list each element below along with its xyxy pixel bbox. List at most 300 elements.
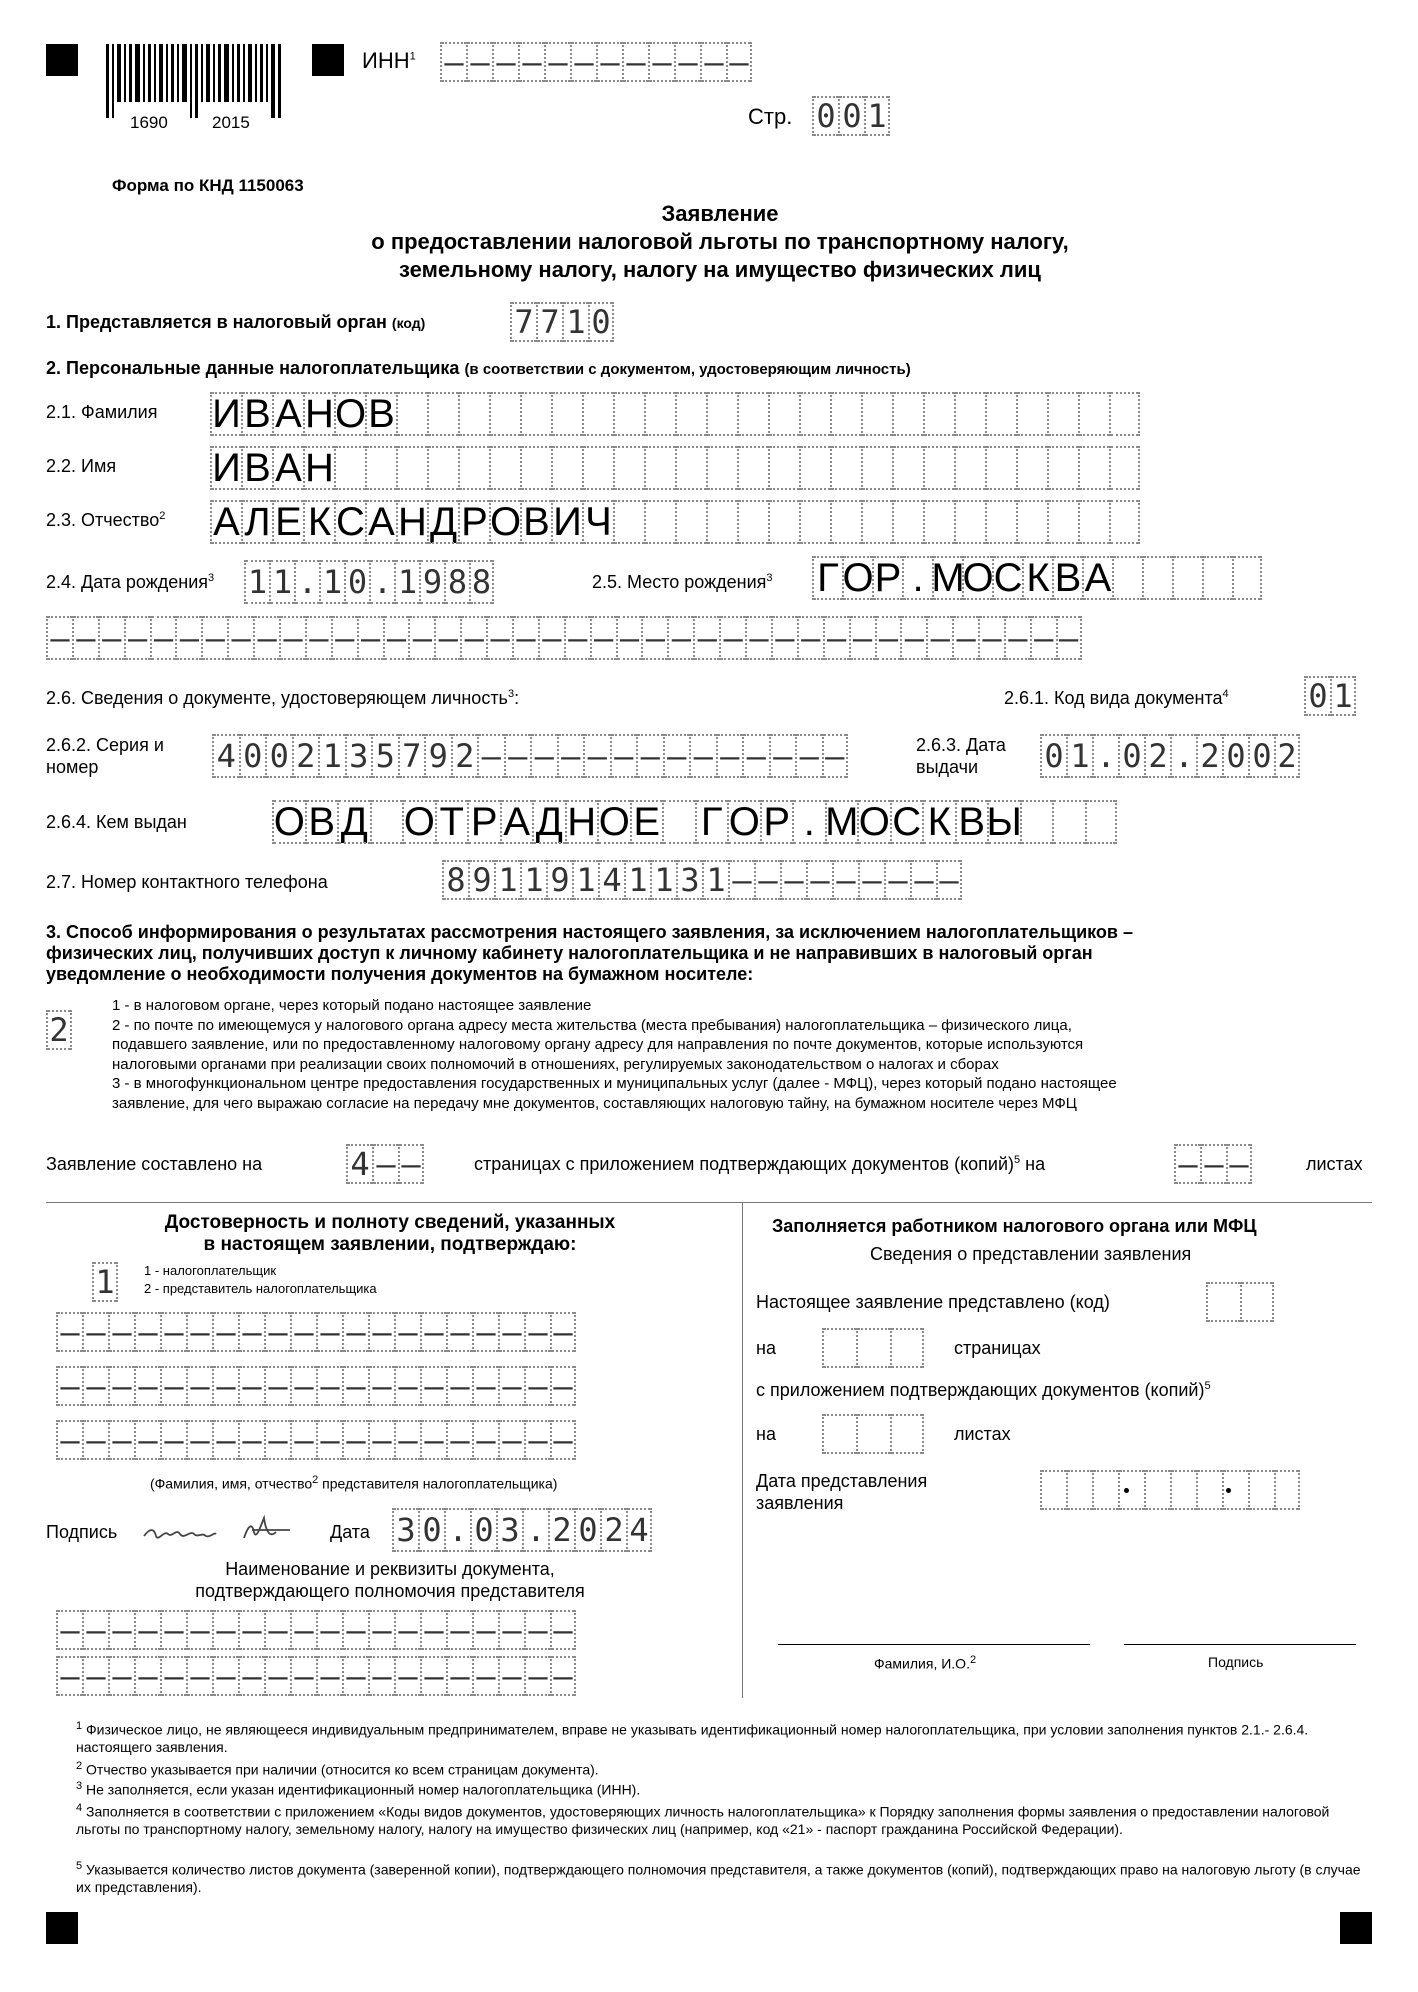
char-cell: 7: [398, 734, 425, 778]
signature-line: [1124, 1644, 1356, 1645]
char-cell: .: [444, 1508, 470, 1552]
sheets-count-field[interactable]: [1174, 1144, 1252, 1184]
char-cell: К: [303, 500, 334, 544]
char-cell: [737, 500, 768, 544]
tax-office-label: 1. Представляется в налоговый орган (код): [46, 312, 426, 332]
char-cell: –: [160, 1312, 186, 1352]
signer-type-field[interactable]: [92, 1262, 118, 1302]
barcode-icon: [104, 44, 284, 118]
char-cell: –: [504, 734, 531, 778]
fio-line: [778, 1644, 1090, 1645]
char-cell: –: [264, 1420, 290, 1460]
char-cell: –: [98, 616, 124, 660]
char-cell: –: [186, 1420, 212, 1460]
char-cell: –: [472, 1656, 498, 1696]
char-cell: [706, 392, 737, 436]
char-cell: [768, 446, 799, 490]
official-section-subtitle: Сведения о представлении заявления: [870, 1244, 1192, 1264]
char-cell: [520, 392, 551, 436]
char-cell: О: [598, 799, 630, 844]
series-number-field[interactable]: [212, 734, 848, 778]
char-cell: [1052, 800, 1085, 844]
char-cell: [923, 392, 954, 436]
char-cell: –: [238, 1420, 264, 1460]
char-cell: [520, 446, 551, 490]
char-cell: –: [806, 860, 832, 900]
char-cell: –: [124, 616, 150, 660]
char-cell: –: [238, 1656, 264, 1696]
inn-field[interactable]: [440, 42, 752, 82]
char-cell: С: [890, 800, 923, 844]
on-label-2: на: [756, 1424, 776, 1444]
char-cell: [427, 446, 458, 490]
char-cell: –: [212, 1656, 238, 1696]
char-cell: Е: [630, 800, 663, 844]
char-cell: [458, 392, 489, 436]
char-cell: –: [486, 616, 512, 660]
char-cell: [396, 446, 427, 490]
char-cell: –: [279, 616, 305, 660]
char-cell: [985, 446, 1016, 490]
char-cell: 0: [239, 734, 266, 778]
char-cell: К: [922, 800, 955, 844]
char-cell: –: [201, 616, 227, 660]
char-cell: [892, 500, 923, 544]
char-cell: –: [446, 1312, 472, 1352]
char-cell: –: [342, 1312, 368, 1352]
char-cell: –: [900, 616, 926, 660]
char-cell: –: [538, 616, 564, 660]
char-cell: –: [253, 616, 279, 660]
char-cell: –: [56, 1312, 82, 1352]
char-cell: –: [492, 42, 518, 82]
barcode-number-left: 1690: [130, 113, 168, 132]
char-cell: 0: [574, 1508, 600, 1552]
char-cell: –: [822, 734, 849, 778]
birthplace-field-line2[interactable]: [46, 616, 1082, 660]
char-cell: 0: [1118, 734, 1144, 778]
char-cell: –: [342, 1420, 368, 1460]
char-cell: О: [334, 391, 367, 436]
char-cell: –: [368, 1420, 394, 1460]
char-cell: –: [780, 860, 806, 900]
char-cell: [458, 446, 489, 490]
char-cell: А: [210, 500, 241, 544]
char-cell: 1: [702, 860, 728, 900]
char-cell: –: [1174, 1144, 1200, 1184]
char-cell: –: [524, 1656, 550, 1696]
char-cell: 1: [1066, 734, 1092, 778]
char-cell: –: [550, 1610, 576, 1650]
char-cell: Ч: [582, 500, 613, 544]
char-cell: Н: [396, 500, 427, 544]
char-cell: [861, 446, 892, 490]
signature-date-field[interactable]: [392, 1508, 652, 1552]
char-cell: 2: [46, 1010, 72, 1050]
char-cell: –: [372, 1144, 398, 1184]
char-cell: [861, 392, 892, 436]
char-cell: О: [273, 799, 305, 844]
char-cell: –: [590, 616, 616, 660]
char-cell: [334, 446, 365, 490]
notification-method-field[interactable]: [46, 1010, 72, 1050]
char-cell: –: [550, 1312, 576, 1352]
char-cell: –: [472, 1312, 498, 1352]
birthplace-field[interactable]: [812, 556, 1262, 600]
char-cell: 2: [1144, 734, 1170, 778]
char-cell: [613, 446, 644, 490]
char-cell: 2: [600, 1508, 626, 1552]
char-cell: 1: [624, 860, 650, 900]
char-cell: –: [745, 616, 771, 660]
char-cell: –: [150, 616, 176, 660]
barcode-number-right: 2015: [212, 113, 250, 132]
char-cell: –: [316, 1366, 342, 1406]
char-cell: [892, 392, 923, 436]
corner-marker-top: [312, 44, 344, 76]
char-cell: [1109, 500, 1140, 544]
signer-type-options: 1 - налогоплательщик 2 - представитель налогоплательщика: [144, 1263, 377, 1296]
char-cell: [799, 446, 830, 490]
char-cell: –: [936, 860, 962, 900]
char-cell: –: [622, 42, 648, 82]
char-cell: [427, 392, 458, 436]
surname-field[interactable]: [210, 392, 1140, 436]
char-cell: –: [316, 1420, 342, 1460]
char-cell: [489, 392, 520, 436]
representative-name-line2[interactable]: [56, 1366, 576, 1406]
char-cell: 1: [650, 860, 676, 900]
tax-office-code-field[interactable]: [510, 302, 614, 342]
char-cell: –: [227, 616, 253, 660]
char-cell: Р: [760, 800, 793, 844]
char-cell: –: [700, 42, 726, 82]
char-cell: –: [550, 1420, 576, 1460]
char-cell: 0: [470, 1508, 496, 1552]
submitted-sheets-field[interactable]: [822, 1414, 924, 1454]
char-cell: [768, 500, 799, 544]
char-cell: –: [305, 616, 331, 660]
char-cell: –: [408, 616, 434, 660]
char-cell: 2: [548, 1508, 574, 1552]
char-cell: [1047, 500, 1078, 544]
char-cell: [890, 1328, 924, 1368]
sheets-label: листах: [1306, 1154, 1363, 1174]
patronymic-field[interactable]: [210, 500, 1140, 544]
submission-date-field[interactable]: [1040, 1470, 1300, 1510]
submission-date-label: Дата представления заявления: [756, 1471, 928, 1513]
char-cell: [1172, 556, 1202, 600]
date-dot-1: [1124, 1488, 1129, 1493]
char-cell: –: [316, 1312, 342, 1352]
char-cell: –: [1226, 1144, 1252, 1184]
section-divider: [46, 1202, 1372, 1203]
char-cell: –: [477, 734, 504, 778]
char-cell: [856, 1328, 890, 1368]
char-cell: –: [264, 1656, 290, 1696]
char-cell: 0: [344, 560, 369, 604]
char-cell: –: [134, 1610, 160, 1650]
char-cell: –: [82, 1610, 108, 1650]
char-cell: [799, 500, 830, 544]
char-cell: 2: [292, 734, 319, 778]
char-cell: –: [264, 1610, 290, 1650]
char-cell: –: [1200, 1144, 1226, 1184]
char-cell: –: [108, 1656, 134, 1696]
char-cell: [662, 800, 695, 844]
char-cell: –: [316, 1656, 342, 1696]
char-cell: –: [82, 1366, 108, 1406]
char-cell: [396, 392, 427, 436]
char-cell: [830, 500, 861, 544]
char-cell: –: [832, 860, 858, 900]
char-cell: .: [294, 560, 319, 604]
pages-attachment-label: страницах с приложением подтверждающих документов (копий)$^5$ на: [474, 1154, 1046, 1174]
char-cell: –: [583, 734, 610, 778]
char-cell: [1078, 392, 1109, 436]
char-cell: –: [212, 1366, 238, 1406]
char-cell: [1196, 1470, 1222, 1510]
char-cell: Л: [241, 500, 272, 544]
footnote-2: $^2$ Отчество указывается при наличии (относится ко всем страницам документа).: [76, 1760, 599, 1778]
submitted-sheets-label: листах: [954, 1424, 1011, 1444]
notification-method-title: 3. Способ информирования о результатах рассмотрения настоящего заявления, за исключением налогоплательщиков – физических лиц, получивших доступ к личному кабинету налогоплательщика и не направивших в налоговый орган уведомление о необходимости получения документов на бумажном носителе:: [46, 922, 1133, 984]
char-cell: [954, 392, 985, 436]
char-cell: [1016, 500, 1047, 544]
char-cell: [861, 500, 892, 544]
char-cell: –: [264, 1312, 290, 1352]
char-cell: –: [978, 616, 1004, 660]
char-cell: –: [771, 616, 797, 660]
representative-name-line1[interactable]: [56, 1312, 576, 1352]
char-cell: –: [797, 616, 823, 660]
char-cell: –: [663, 734, 690, 778]
char-cell: –: [420, 1312, 446, 1352]
char-cell: [675, 446, 706, 490]
char-cell: [822, 1328, 856, 1368]
char-cell: –: [446, 1420, 472, 1460]
char-cell: [675, 500, 706, 544]
char-cell: [1047, 446, 1078, 490]
char-cell: [582, 446, 613, 490]
char-cell: –: [134, 1656, 160, 1696]
representative-doc-caption: Наименование и реквизиты документа, подтверждающего полномочия представителя: [195, 1559, 585, 1601]
char-cell: [1144, 1470, 1170, 1510]
doc-type-field[interactable]: [1304, 676, 1356, 716]
char-cell: –: [524, 1366, 550, 1406]
char-cell: [644, 392, 675, 436]
char-cell: К: [1022, 556, 1052, 600]
char-cell: –: [383, 616, 409, 660]
char-cell: В: [1052, 556, 1082, 600]
char-cell: [1078, 446, 1109, 490]
char-cell: О: [489, 499, 522, 544]
char-cell: –: [108, 1420, 134, 1460]
char-cell: [1109, 392, 1140, 436]
char-cell: –: [160, 1366, 186, 1406]
char-cell: –: [238, 1610, 264, 1650]
char-cell: –: [498, 1420, 524, 1460]
char-cell: [923, 500, 954, 544]
char-cell: –: [420, 1610, 446, 1650]
char-cell: –: [667, 616, 693, 660]
char-cell: –: [884, 860, 910, 900]
personal-data-title: 2. Персональные данные налогоплательщика (в соответствии с документом, удостоверяющим личность): [46, 358, 911, 378]
char-cell: –: [596, 42, 622, 82]
char-cell: [954, 500, 985, 544]
char-cell: [551, 392, 582, 436]
char-cell: Д: [532, 800, 565, 844]
char-cell: 8: [444, 560, 469, 604]
char-cell: 0: [1222, 734, 1248, 778]
char-cell: В: [241, 392, 272, 436]
representative-name-line3[interactable]: [56, 1420, 576, 1460]
page-number-field[interactable]: [812, 96, 890, 136]
char-cell: –: [290, 1656, 316, 1696]
char-cell: –: [641, 616, 667, 660]
char-cell: –: [616, 616, 642, 660]
column-divider: [742, 1202, 743, 1698]
name-field[interactable]: [210, 446, 1140, 490]
char-cell: –: [186, 1366, 212, 1406]
char-cell: –: [420, 1656, 446, 1696]
char-cell: –: [512, 616, 538, 660]
char-cell: 1: [269, 560, 294, 604]
char-cell: –: [368, 1656, 394, 1696]
char-cell: –: [742, 734, 769, 778]
char-cell: И: [551, 500, 582, 544]
char-cell: .: [792, 800, 825, 844]
official-section-title: Заполняется работником налогового органа или МФЦ: [772, 1216, 1257, 1236]
char-cell: –: [674, 42, 700, 82]
char-cell: 1: [494, 860, 520, 900]
char-cell: –: [56, 1420, 82, 1460]
footnote-4: $^4$ Заполняется в соответствии с приложением «Коды видов документов, удостоверяющих личность налогоплательщика» к Порядку заполнения формы заявления о предоставлении налоговой льготы по транспортному налогу, земельному налогу, налогу на имущество физических лиц (например, код «21» - паспорт гражданина Российской Федерации).: [76, 1802, 1330, 1837]
char-cell: [985, 500, 1016, 544]
representative-doc-line2[interactable]: [56, 1656, 576, 1696]
representative-name-caption: (Фамилия, имя, отчество$^2$ представителя налогоплательщика): [150, 1474, 558, 1492]
char-cell: [1020, 800, 1053, 844]
fio-caption: Фамилия, И.О.$^2$: [874, 1654, 977, 1672]
char-cell: –: [524, 1420, 550, 1460]
char-cell: С: [334, 500, 365, 544]
char-cell: [985, 392, 1016, 436]
char-cell: –: [716, 734, 743, 778]
char-cell: [644, 500, 675, 544]
submitted-pages-field[interactable]: [822, 1328, 924, 1368]
char-cell: 2: [1274, 734, 1300, 778]
char-cell: Н: [303, 392, 334, 436]
char-cell: –: [1030, 616, 1056, 660]
char-cell: [830, 446, 861, 490]
char-cell: –: [108, 1366, 134, 1406]
char-cell: В: [365, 392, 396, 436]
birthdate-field[interactable]: [244, 560, 494, 604]
issued-by-field[interactable]: [272, 800, 1117, 844]
char-cell: –: [212, 1312, 238, 1352]
series-label: 2.6.2. Серия и номер: [46, 735, 164, 777]
char-cell: –: [264, 1366, 290, 1406]
char-cell: [1085, 800, 1118, 844]
char-cell: [1078, 500, 1109, 544]
char-cell: –: [498, 1312, 524, 1352]
corner-marker-bottom-right: [1340, 1912, 1372, 1944]
submitted-code-field[interactable]: [1206, 1282, 1274, 1322]
char-cell: [1248, 1470, 1274, 1510]
char-cell: 0: [1248, 734, 1274, 778]
char-cell: 1: [1330, 676, 1356, 716]
char-cell: –: [46, 616, 72, 660]
char-cell: –: [394, 1366, 420, 1406]
char-cell: –: [212, 1420, 238, 1460]
char-cell: –: [498, 1366, 524, 1406]
char-cell: 2: [451, 734, 478, 778]
char-cell: [706, 446, 737, 490]
char-cell: [1109, 446, 1140, 490]
char-cell: 4: [598, 860, 624, 900]
char-cell: –: [331, 616, 357, 660]
char-cell: [1232, 556, 1262, 600]
phone-field[interactable]: [442, 860, 962, 900]
char-cell: [1016, 392, 1047, 436]
char-cell: 7: [536, 302, 562, 342]
attachments-label: с приложением подтверждающих документов (копий)$^5$: [756, 1380, 1211, 1400]
char-cell: С: [993, 555, 1023, 600]
char-cell: –: [368, 1610, 394, 1650]
corner-marker-bottom-left: [46, 1912, 78, 1944]
char-cell: 1: [562, 302, 588, 342]
char-cell: 0: [1304, 676, 1330, 716]
char-cell: –: [570, 42, 596, 82]
signature-caption: Подпись: [1208, 1654, 1264, 1670]
char-cell: [892, 446, 923, 490]
char-cell: [370, 800, 403, 844]
representative-doc-line1[interactable]: [56, 1610, 576, 1650]
char-cell: [706, 500, 737, 544]
char-cell: В: [520, 500, 551, 544]
pages-count-field[interactable]: [346, 1144, 424, 1184]
char-cell: 1: [319, 560, 344, 604]
char-cell: –: [420, 1420, 446, 1460]
signature-label: Подпись: [46, 1522, 118, 1542]
char-cell: [830, 392, 861, 436]
char-cell: –: [134, 1312, 160, 1352]
corner-marker-top-left: [46, 44, 78, 76]
char-cell: –: [368, 1366, 394, 1406]
char-cell: 1: [572, 860, 598, 900]
char-cell: 0: [812, 96, 838, 136]
char-cell: –: [544, 42, 570, 82]
issue-date-field[interactable]: [1040, 734, 1300, 778]
id-document-label: 2.6. Сведения о документе, удостоверяющем личность$^3$:: [46, 688, 520, 708]
char-cell: –: [952, 616, 978, 660]
char-cell: –: [498, 1656, 524, 1696]
char-cell: [822, 1414, 856, 1454]
char-cell: –: [472, 1366, 498, 1406]
submitted-pages-label: страницах: [954, 1338, 1041, 1358]
char-cell: О: [858, 799, 890, 844]
signature-image: [140, 1508, 320, 1548]
char-cell: –: [342, 1610, 368, 1650]
char-cell: [1066, 1470, 1092, 1510]
char-cell: .: [522, 1508, 548, 1552]
birthdate-label: 2.4. Дата рождения$^3$: [46, 572, 215, 592]
char-cell: [737, 446, 768, 490]
char-cell: О: [403, 799, 435, 844]
char-cell: А: [500, 800, 533, 844]
char-cell: –: [175, 616, 201, 660]
char-cell: 9: [546, 860, 572, 900]
